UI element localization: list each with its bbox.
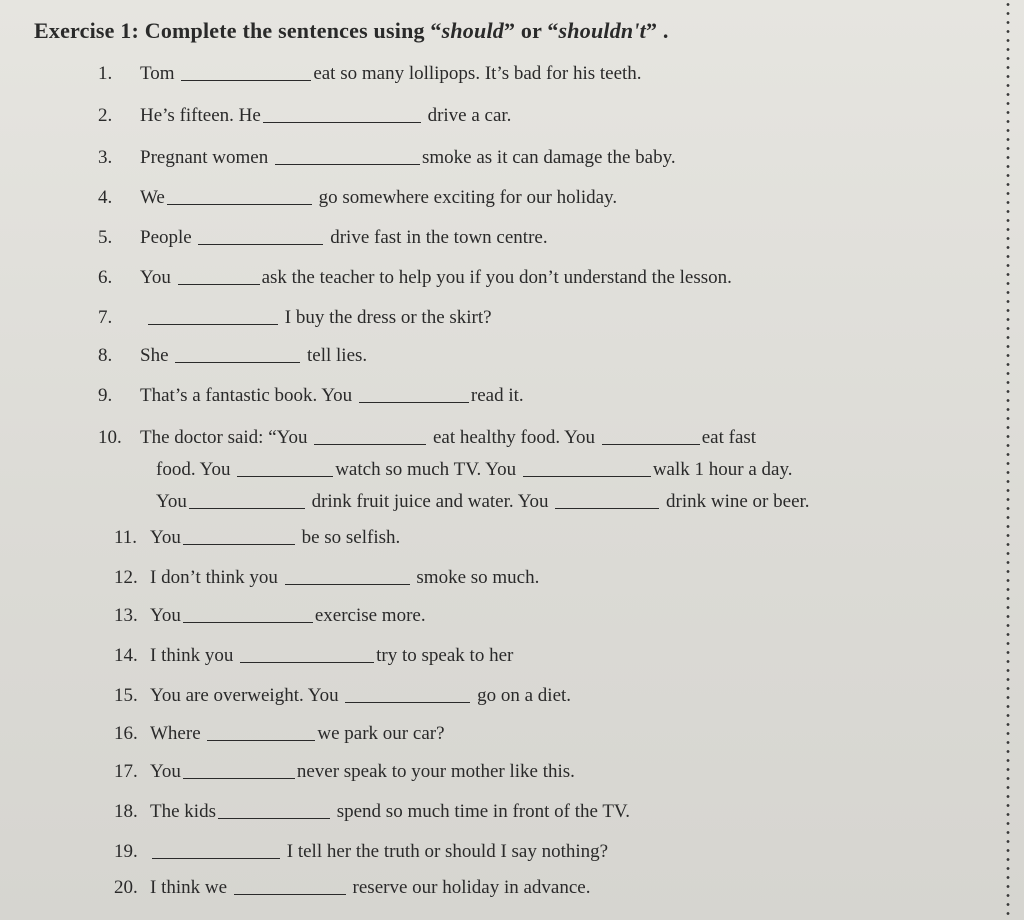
item-text-after: reserve our holiday in advance.	[352, 877, 591, 898]
item-text-before: The kids	[150, 801, 216, 822]
item-text-before: I think we	[150, 877, 228, 898]
answer-blank[interactable]	[198, 226, 323, 245]
exercise-item-13	[114, 604, 426, 628]
item-text: watch so much TV. You	[335, 459, 517, 480]
item-number: 14.	[114, 645, 138, 666]
item-number: 5.	[98, 227, 113, 248]
item-number: 9.	[98, 385, 113, 406]
exercise-item-18	[114, 800, 630, 824]
item-text-before: That’s a fantastic book. You	[140, 385, 353, 406]
exercise-item-10-line-1	[98, 426, 756, 450]
item-number: 1.	[98, 63, 113, 84]
answer-blank[interactable]	[167, 186, 312, 205]
item-number: 15.	[114, 685, 138, 706]
exercise-item-3	[98, 146, 676, 170]
exercise-item-1	[98, 62, 642, 86]
item-text-after: smoke as it can damage the baby.	[421, 147, 676, 168]
answer-blank[interactable]	[314, 426, 426, 445]
item-number: 13.	[114, 605, 138, 626]
title-suffix: ” .	[645, 18, 669, 43]
item-number: 11.	[114, 527, 138, 548]
binding-dots	[1006, 0, 1010, 920]
item-text-after: be so selfish.	[301, 527, 401, 548]
answer-blank[interactable]	[178, 266, 260, 285]
answer-blank[interactable]	[234, 876, 346, 895]
exercise-item-10-line-2	[156, 458, 792, 482]
exercise-item-20	[114, 876, 590, 900]
exercise-item-6	[98, 266, 732, 290]
answer-blank[interactable]	[345, 684, 470, 703]
answer-blank[interactable]	[275, 146, 420, 165]
item-text: eat fast	[701, 427, 757, 448]
answer-blank[interactable]	[285, 566, 410, 585]
answer-blank[interactable]	[152, 840, 280, 859]
answer-blank[interactable]	[523, 458, 651, 477]
item-text-after: drive a car.	[427, 105, 512, 126]
item-text-after: eat so many lollipops. It’s bad for his teeth.	[313, 63, 642, 84]
item-text-before: Tom	[140, 63, 175, 84]
exercise-item-17	[114, 760, 575, 784]
item-text-after: ask the teacher to help you if you don’t understand the lesson.	[261, 267, 732, 288]
answer-blank[interactable]	[175, 344, 300, 363]
item-text-after: exercise more.	[314, 605, 426, 626]
exercise-item-9	[98, 384, 524, 408]
item-number: 8.	[98, 345, 113, 366]
item-text-after: I buy the dress or the skirt?	[284, 307, 492, 328]
item-text-before: You are overweight. You	[150, 685, 339, 706]
exercise-item-12	[114, 566, 539, 590]
exercise-item-10-line-3	[156, 490, 810, 514]
item-number: 7.	[98, 307, 113, 328]
item-text-before: Pregnant women	[140, 147, 269, 168]
item-text: You	[156, 491, 187, 512]
exercise-item-4	[98, 186, 617, 210]
item-text-before: People	[140, 227, 192, 248]
exercise-item-5	[98, 226, 548, 250]
answer-blank[interactable]	[237, 458, 333, 477]
item-text-after: try to speak to her	[376, 645, 514, 666]
item-number: 3.	[98, 147, 113, 168]
exercise-item-19	[114, 840, 608, 864]
exercise-item-7	[98, 306, 492, 330]
item-text-before: I don’t think you	[150, 567, 278, 588]
exercise-item-2	[98, 104, 511, 128]
exercise-item-15	[114, 684, 571, 708]
item-number: 16.	[114, 723, 138, 744]
item-text-before: He’s fifteen. He	[140, 105, 261, 126]
item-number: 4.	[98, 187, 113, 208]
item-text-after: spend so much time in front of the TV.	[336, 801, 630, 822]
exercise-item-16	[114, 722, 445, 746]
item-number: 6.	[98, 267, 113, 288]
answer-blank[interactable]	[218, 800, 330, 819]
title-word-shouldnt: shouldn't	[558, 18, 646, 43]
answer-blank[interactable]	[555, 490, 659, 509]
answer-blank[interactable]	[148, 306, 278, 325]
item-text-after: drive fast in the town centre.	[330, 227, 548, 248]
exercise-item-8	[98, 344, 367, 368]
item-number: 17.	[114, 761, 138, 782]
item-number: 2.	[98, 105, 113, 126]
item-text-after: we park our car?	[317, 723, 445, 744]
exercise-item-14	[114, 644, 513, 668]
item-text-before: You	[150, 605, 181, 626]
item-text-before: You	[150, 761, 181, 782]
answer-blank[interactable]	[359, 384, 469, 403]
item-text: eat healthy food. You	[432, 427, 595, 448]
answer-blank[interactable]	[183, 604, 313, 623]
item-text-after: I tell her the truth or should I say nothing?	[286, 841, 609, 862]
item-text: drink wine or beer.	[666, 491, 810, 512]
answer-blank[interactable]	[263, 104, 421, 123]
item-text-after: go on a diet.	[477, 685, 572, 706]
item-text: food. You	[156, 459, 231, 480]
item-number: 10.	[98, 427, 122, 448]
item-text: walk 1 hour a day.	[652, 459, 793, 480]
title-mid: ” or “	[503, 18, 559, 43]
exercise-item-11	[114, 526, 400, 550]
item-text-before: We	[140, 187, 165, 208]
item-text-after: smoke so much.	[416, 567, 540, 588]
item-text-before: You	[140, 267, 171, 288]
item-text-after: go somewhere exciting for our holiday.	[318, 187, 618, 208]
item-text-before: I think you	[150, 645, 234, 666]
answer-blank[interactable]	[183, 760, 295, 779]
answer-blank[interactable]	[602, 426, 700, 445]
item-text-before: Where	[150, 723, 201, 744]
title-prefix: Exercise 1: Complete the sentences using “	[34, 18, 442, 43]
answer-blank[interactable]	[240, 644, 374, 663]
item-text-before: She	[140, 345, 169, 366]
item-text: The doctor said: “You	[140, 427, 308, 448]
item-text-before: You	[150, 527, 181, 548]
item-number: 20.	[114, 877, 138, 898]
answer-blank[interactable]	[189, 490, 305, 509]
answer-blank[interactable]	[207, 722, 315, 741]
item-text-after: never speak to your mother like this.	[296, 761, 575, 782]
item-number: 12.	[114, 567, 138, 588]
item-number: 18.	[114, 801, 138, 822]
item-text-after: read it.	[470, 385, 524, 406]
item-text: drink fruit juice and water. You	[311, 491, 549, 512]
item-text-after: tell lies.	[307, 345, 368, 366]
answer-blank[interactable]	[183, 526, 295, 545]
item-number: 19.	[114, 841, 138, 862]
exercise-title	[34, 18, 669, 44]
title-word-should: should	[441, 18, 504, 43]
answer-blank[interactable]	[181, 62, 311, 81]
